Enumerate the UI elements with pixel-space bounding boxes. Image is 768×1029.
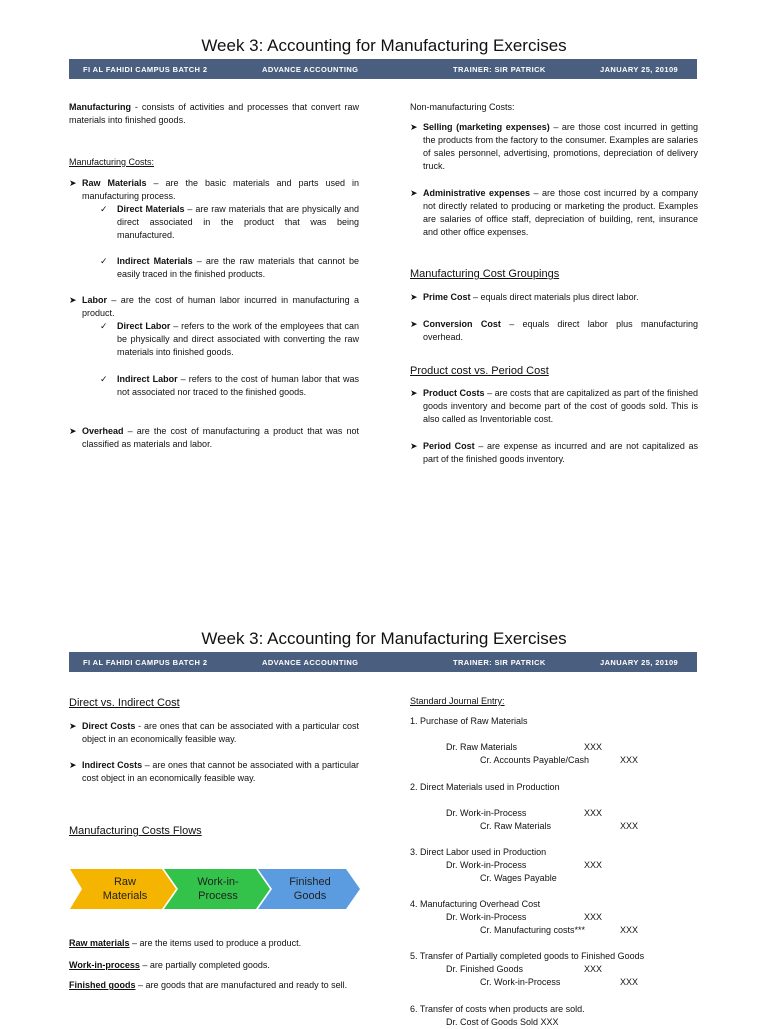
definition-text: – are raw materials that are physically and direct associated in the product that was being manufactured. [117, 204, 359, 240]
campus-label: FI AL FAHIDI CAMPUS BATCH 2 [83, 658, 208, 667]
journal-amount: XXX [620, 977, 639, 987]
definition-text: – equals direct materials plus direct labor. [470, 292, 639, 302]
journal-credit: Cr. Raw Materials [480, 821, 552, 831]
journal-credit: Cr. Manufacturing costs*** [480, 925, 586, 935]
term: Selling (marketing expenses) [423, 122, 550, 132]
definition-text: – refers to the work of the employees that can be physically and direct associated with converting the raw materials into finished goods. [117, 321, 359, 357]
definition-text: - consists of activities and processes that convert raw materials into finished goods. [69, 102, 359, 125]
term: Prime Cost [423, 292, 471, 302]
term: Work-in-process [69, 960, 140, 970]
definition-text: – are those cost incurred by a company not directly related to producing or marketing the product. Examples are salaries of office staff, depreciation of building, rent, insurance and other office expenses. [423, 188, 698, 237]
arrow-bullet-icon: ➤ [69, 295, 77, 305]
page-title: Week 3: Accounting for Manufacturing Exercises [201, 36, 567, 55]
journal-debit: Dr. Work-in-Process [446, 860, 527, 870]
header-band [69, 652, 697, 672]
definition-work-in-process [69, 959, 359, 972]
journal-credit: Cr. Accounts Payable/Cash [480, 755, 590, 765]
list-item [69, 294, 359, 320]
journal-entry-title: 6. Transfer of costs when products are sold. [410, 1004, 585, 1014]
check-bullet-icon: ✓ [100, 256, 108, 266]
definition-text: – are the basic materials and parts used in manufacturing process. [82, 178, 359, 201]
journal-entry-title: 4. Manufacturing Overhead Cost [410, 899, 541, 909]
list-item [410, 187, 698, 239]
flow-label: Raw [113, 876, 137, 888]
term: Raw Materials [82, 178, 147, 188]
arrow-bullet-icon: ➤ [69, 760, 77, 770]
journal-amount: XXX [620, 755, 639, 765]
term: Conversion Cost [423, 319, 501, 329]
section-heading: Manufacturing Costs Flows [69, 825, 202, 837]
list-item [410, 387, 698, 426]
cost-flow-diagram [70, 867, 362, 911]
trainer-label: TRAINER: SIR PATRICK [453, 65, 546, 74]
list-item [100, 373, 359, 399]
journal-debit: Dr. Work-in-Process [446, 912, 527, 922]
header-band [69, 59, 697, 79]
section-heading: Direct vs. Indirect Cost [69, 697, 180, 709]
journal-amount: XXX [620, 925, 639, 935]
journal-credit: Cr. Wages Payable [480, 873, 557, 883]
definition-text: – are the items used to produce a product. [129, 938, 302, 948]
journal-debit: Dr. Raw Materials [446, 742, 518, 752]
journal-debit: Dr. Work-in-Process [446, 808, 527, 818]
check-bullet-icon: ✓ [100, 321, 108, 331]
left-column [69, 101, 359, 127]
section-heading: Non-manufacturing Costs: [410, 102, 515, 112]
term: Indirect Costs [82, 760, 143, 770]
journal-entry-title: 3. Direct Labor used in Production [410, 847, 547, 857]
campus-label: FI AL FAHIDI CAMPUS BATCH 2 [83, 65, 208, 74]
list-item [100, 320, 359, 359]
definition-finished-goods [69, 979, 359, 992]
definition-text: – are the raw materials that cannot be easily traced in the finished products. [117, 256, 359, 279]
course-label: ADVANCE ACCOUNTING [262, 65, 359, 74]
journal-debit: Dr. Finished Goods [446, 964, 524, 974]
journal-amount: XXX [584, 742, 603, 752]
arrow-bullet-icon: ➤ [410, 292, 418, 302]
term: Direct Costs [82, 721, 136, 731]
definition-manufacturing [69, 101, 359, 127]
list-item [410, 440, 698, 466]
arrow-bullet-icon: ➤ [410, 388, 418, 398]
term: Finished goods [69, 980, 136, 990]
definition-text: – are the cost of manufacturing a product that was not classified as materials and labor. [82, 426, 359, 449]
date-label: JANUARY 25, 20109 [600, 65, 679, 74]
arrow-bullet-icon: ➤ [69, 721, 77, 731]
definition-text: – are partially completed goods. [139, 960, 270, 970]
list-item [410, 121, 698, 173]
journal-debit: Dr. Cost of Goods Sold XXX [446, 1017, 559, 1027]
list-item [69, 720, 359, 746]
page-title: Week 3: Accounting for Manufacturing Exercises [201, 629, 567, 648]
definition-text: – are ones that cannot be associated with a particular cost object in an economically feasible way. [82, 760, 359, 783]
flow-step-finished-goods [258, 869, 360, 909]
term: Direct Materials [117, 204, 185, 214]
arrow-bullet-icon: ➤ [410, 319, 418, 329]
term: Administrative expenses [423, 188, 531, 198]
flow-step-raw-materials [70, 869, 176, 909]
term: Product Costs [423, 388, 485, 398]
journal-amount: XXX [584, 808, 603, 818]
definition-text: – are costs that are capitalized as part of the finished goods inventory and become part of the cost of goods sold. This is also called as Inventoriable cost. [423, 388, 698, 424]
journal-amount: XXX [584, 912, 603, 922]
section-heading: Standard Journal Entry: [410, 696, 505, 706]
term: Labor [82, 295, 108, 305]
term: Direct Labor [117, 321, 171, 331]
list-item [69, 425, 359, 451]
flow-label: Work-in- [197, 876, 239, 888]
section-heading: Manufacturing Costs: [69, 157, 155, 167]
journal-credit: Cr. Work-in-Process [480, 977, 561, 987]
definition-text: – refers to the cost of human labor that was not associated nor traced to the finished goods. [117, 374, 359, 397]
date-label: JANUARY 25, 20109 [600, 658, 679, 667]
journal-amount: XXX [584, 860, 603, 870]
term: Period Cost [423, 441, 475, 451]
definition-text: – are those cost incurred in getting the products from the factory to the consumer. Examples are salaries of sales personnel, advertising, promotions, depreciation of delivery truck. [423, 122, 698, 171]
flow-label: Goods [293, 890, 327, 902]
term: Manufacturing [69, 102, 131, 112]
arrow-bullet-icon: ➤ [410, 188, 418, 198]
course-label: ADVANCE ACCOUNTING [262, 658, 359, 667]
definition-text: - are ones that can be associated with a particular cost object in an economically feasible way. [82, 721, 359, 744]
arrow-bullet-icon: ➤ [410, 122, 418, 132]
journal-entry-title: 2. Direct Materials used in Production [410, 782, 560, 792]
definition-text: – are expense as incurred and are not capitalized as part of the finished goods inventory. [423, 441, 698, 464]
definition-text: – are goods that are manufactured and ready to sell. [135, 980, 348, 990]
definition-text: – are the cost of human labor incurred in manufacturing a product. [82, 295, 359, 318]
section-heading: Product cost vs. Period Cost [410, 365, 549, 377]
flow-label: Finished [289, 876, 331, 888]
flow-label: Materials [102, 890, 148, 902]
flow-step-work-in-process [164, 869, 270, 909]
journal-entry-title: 1. Purchase of Raw Materials [410, 716, 528, 726]
section-heading: Manufacturing Cost Groupings [410, 268, 560, 280]
term: Overhead [82, 426, 124, 436]
journal-amount: XXX [620, 821, 639, 831]
term: Indirect Materials [117, 256, 193, 266]
arrow-bullet-icon: ➤ [69, 178, 77, 188]
list-item [69, 759, 359, 785]
list-item [100, 203, 359, 242]
list-item [100, 255, 359, 281]
term: Indirect Labor [117, 374, 178, 384]
list-item [410, 318, 698, 344]
flow-label: Process [198, 890, 238, 902]
arrow-bullet-icon: ➤ [69, 426, 77, 436]
trainer-label: TRAINER: SIR PATRICK [453, 658, 546, 667]
list-item [410, 291, 698, 304]
check-bullet-icon: ✓ [100, 204, 108, 214]
term: Raw materials [69, 938, 130, 948]
list-item [69, 177, 359, 203]
check-bullet-icon: ✓ [100, 374, 108, 384]
definition-text: – equals direct labor plus manufacturing overhead. [423, 319, 699, 342]
arrow-bullet-icon: ➤ [410, 441, 418, 451]
journal-amount: XXX [584, 964, 603, 974]
definition-raw-materials [69, 937, 359, 950]
journal-entry-title: 5. Transfer of Partially completed goods to Finished Goods [410, 951, 645, 961]
